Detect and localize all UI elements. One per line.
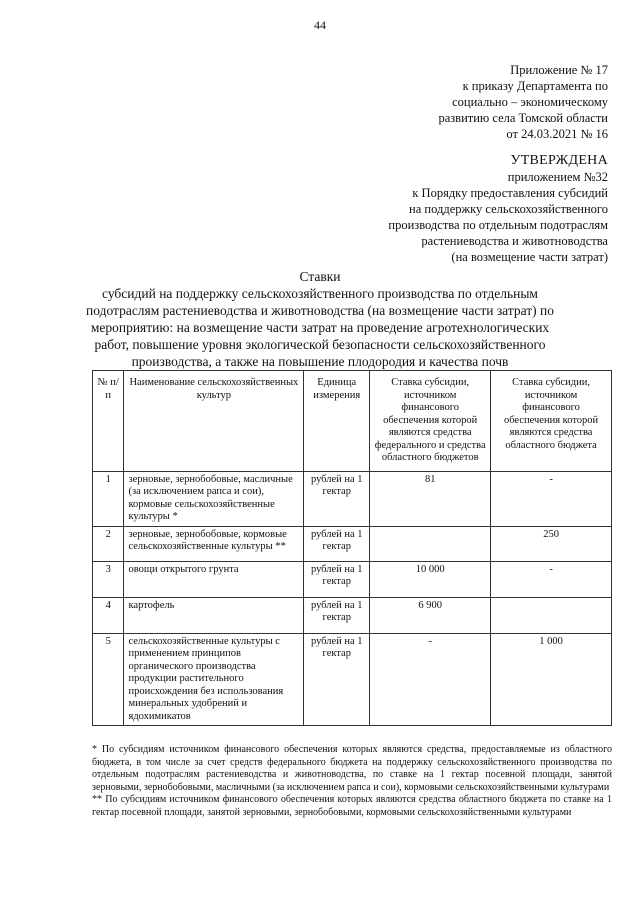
cell-num: 2 bbox=[93, 526, 124, 561]
cell-name: картофель bbox=[124, 597, 304, 633]
cell-unit: рублей на 1 гектар bbox=[304, 526, 370, 561]
approval-line: приложением №32 bbox=[507, 170, 608, 184]
header-num: № п/п bbox=[93, 371, 124, 472]
approval-line: (на возмещение части затрат) bbox=[451, 250, 608, 264]
cell-name: зерновые, зернобобовые, масличные (за исключением рапса и сои), кормовые сельскохозяйственные культуры * bbox=[124, 471, 304, 526]
cell-num: 1 bbox=[93, 471, 124, 526]
approval-heading: УТВЕРЖДЕНА bbox=[510, 153, 608, 168]
table-row bbox=[93, 597, 612, 633]
cell-name: сельскохозяйственные культуры с применением принципов органического производства продукции растительного происхождения без использования минеральных удобрений и ядохимикатов bbox=[124, 633, 304, 726]
cell-unit: рублей на 1 гектар bbox=[304, 561, 370, 597]
cell-num: 5 bbox=[93, 633, 124, 726]
approval-line: на поддержку сельскохозяйственного bbox=[409, 202, 608, 216]
cell-reg: 1 000 bbox=[491, 633, 612, 726]
cell-name: зерновые, зернобобовые, кормовые сельскохозяйственные культуры ** bbox=[124, 526, 304, 561]
appendix-line: Приложение № 17 bbox=[510, 63, 608, 77]
cell-name: овощи открытого грунта bbox=[124, 561, 304, 597]
cell-unit: рублей на 1 гектар bbox=[304, 633, 370, 726]
header-unit: Единица измерения bbox=[304, 371, 370, 472]
appendix-block bbox=[438, 62, 608, 142]
table-row bbox=[93, 633, 612, 726]
header-name: Наименование сельскохозяйственных культур bbox=[124, 371, 304, 472]
appendix-line: социально – экономическому bbox=[452, 95, 608, 109]
cell-fed: 6 900 bbox=[370, 597, 491, 633]
cell-unit: рублей на 1 гектар bbox=[304, 597, 370, 633]
table-header-row bbox=[93, 371, 612, 472]
cell-reg: - bbox=[491, 561, 612, 597]
title-heading: Ставки bbox=[299, 269, 341, 284]
document-title bbox=[85, 268, 555, 370]
cell-unit: рублей на 1 гектар bbox=[304, 471, 370, 526]
cell-num: 3 bbox=[93, 561, 124, 597]
appendix-line: от 24.03.2021 № 16 bbox=[506, 127, 608, 141]
cell-reg: 250 bbox=[491, 526, 612, 561]
appendix-line: развитию села Томской области bbox=[438, 111, 608, 125]
table-row bbox=[93, 471, 612, 526]
table-row bbox=[93, 526, 612, 561]
approval-line: производства по отдельным подотраслям bbox=[388, 218, 608, 232]
rates-table bbox=[92, 370, 612, 726]
table-row bbox=[93, 561, 612, 597]
approval-line: к Порядку предоставления субсидий bbox=[412, 186, 608, 200]
cell-fed bbox=[370, 526, 491, 561]
page-number: 44 bbox=[314, 18, 326, 32]
header-fed-rate: Ставка субсидии, источником финансового обеспечения которой являются средства федерального и средства областного бюджетов bbox=[370, 371, 491, 472]
appendix-line: к приказу Департамента по bbox=[462, 79, 608, 93]
footnote-1: * По субсидиям источником финансового обеспечения которых являются средства, предоставляемые из областного бюджета, в том числе за счет средств федерального бюджета на поддержку сельскохозяйственного производства по отдельным подотраслям растениеводства и животноводства, по ставке на 1 гектар посевной площади, занятой зерновыми, зернобобовыми, масличными (за исключением рапса и сои), кормовыми сельскохозяйственными культурами bbox=[92, 744, 612, 793]
footnotes bbox=[92, 744, 612, 819]
approval-line: растениеводства и животноводства bbox=[421, 234, 608, 248]
title-text: субсидий на поддержку сельскохозяйственного производства по отдельным подотраслям растениеводства и животноводства (на возмещение части затрат) по мероприятию: на возмещение части затрат на проведение агротехнологических работ, повышение уровня экологической безопасности сельскохозяйственного производства, а также на повышение плодородия и качества почв bbox=[85, 286, 555, 369]
cell-fed: - bbox=[370, 633, 491, 726]
cell-reg bbox=[491, 597, 612, 633]
footnote-2: ** По субсидиям источником финансового обеспечения которых являются средства областного бюджета по ставке на 1 гектар посевной площади, занятой зерновыми, зернобобовыми, кормовыми сельскохозяйственными культурами bbox=[92, 794, 612, 818]
approval-block bbox=[388, 152, 608, 265]
cell-reg: - bbox=[491, 471, 612, 526]
cell-fed: 10 000 bbox=[370, 561, 491, 597]
cell-fed: 81 bbox=[370, 471, 491, 526]
header-reg-rate: Ставка субсидии, источником финансового обеспечения которой являются средства областного бюджета bbox=[491, 371, 612, 472]
cell-num: 4 bbox=[93, 597, 124, 633]
